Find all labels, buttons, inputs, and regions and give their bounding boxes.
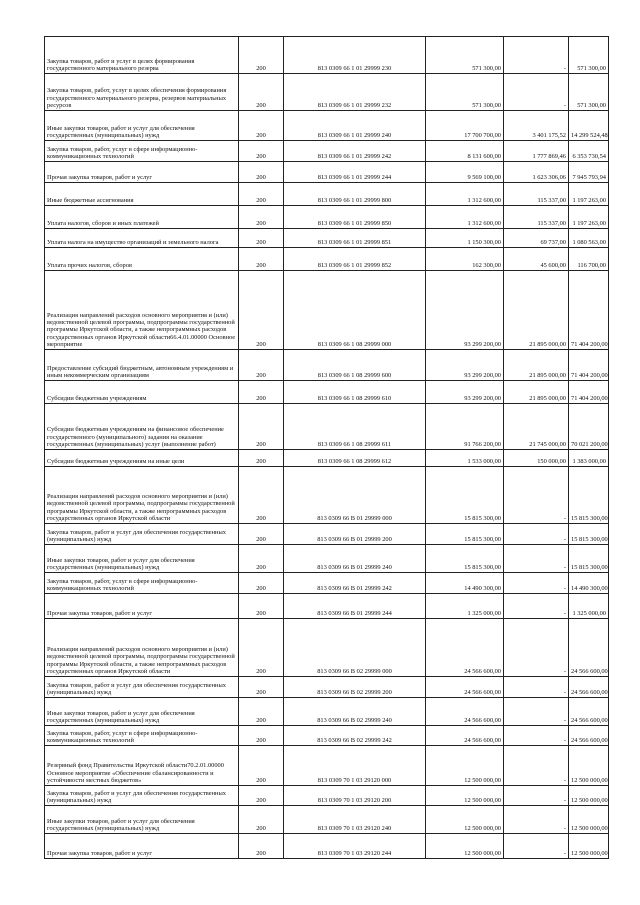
table-row: [45, 37, 609, 74]
cell-line-code: 200: [239, 350, 284, 381]
cell-approved-amount: 24 566 600,00: [426, 698, 504, 726]
cell-budget-code: 813 0309 66 1 08 29999 000: [284, 271, 426, 350]
cell-name: Резервный фонд Правительства Иркутской области70.2.01.00000 Основное мероприятие «Обеспечение сбалансированности и устойчивости местных бюджетов»: [45, 746, 239, 786]
table-row: [45, 619, 609, 677]
cell-name: Прочая закупка товаров, работ и услуг: [45, 162, 239, 183]
cell-budget-code: 813 0309 66 1 01 29999 244: [284, 162, 426, 183]
cell-remaining-amount: 14 490 300,00: [569, 573, 609, 594]
cell-executed-amount: 115 337,00: [504, 183, 569, 206]
table-row: [45, 524, 609, 545]
cell-line-code: 200: [239, 404, 284, 450]
cell-executed-amount: 21 895 000,00: [504, 350, 569, 381]
cell-name: Закупка товаров, работ и услуг для обеспечения государственных (муниципальных) нужд: [45, 786, 239, 806]
cell-budget-code: 813 0309 66 В 01 29999 200: [284, 524, 426, 545]
cell-approved-amount: 15 815 300,00: [426, 524, 504, 545]
cell-executed-amount: 3 401 175,52: [504, 111, 569, 141]
cell-remaining-amount: 15 815 300,00: [569, 545, 609, 573]
cell-remaining-amount: 15 815 300,00: [569, 524, 609, 545]
cell-line-code: 200: [239, 524, 284, 545]
cell-name: Реализация направлений расходов основного мероприятия и (или) ведомственной целевой программы, подпрограммы государственной программы Иркутской области, а также непрограммных расходов государственных органов Иркутской области66.4.01.00000 Основное мероприятие: [45, 271, 239, 350]
cell-name: Предоставление субсидий бюджетным, автономным учреждениям и иным некоммерческим организациям: [45, 350, 239, 381]
cell-executed-amount: -: [504, 74, 569, 111]
cell-line-code: 200: [239, 248, 284, 271]
cell-name: Уплата прочих налогов, сборов: [45, 248, 239, 271]
cell-name: Уплата налогов, сборов и иных платежей: [45, 206, 239, 229]
cell-budget-code: 813 0309 66 1 01 29999 852: [284, 248, 426, 271]
cell-name: Закупка товаров, работ и услуг для обеспечения государственных (муниципальных) нужд: [45, 677, 239, 698]
cell-remaining-amount: 1 383 000,00: [569, 450, 609, 467]
cell-line-code: 200: [239, 74, 284, 111]
cell-budget-code: 813 0309 66 1 08 29999 612: [284, 450, 426, 467]
cell-approved-amount: 1 150 300,00: [426, 229, 504, 248]
cell-approved-amount: 24 566 600,00: [426, 619, 504, 677]
cell-name: Прочая закупка товаров, работ и услуг: [45, 594, 239, 619]
cell-executed-amount: 21 895 000,00: [504, 271, 569, 350]
cell-budget-code: 813 0309 70 1 03 29120 000: [284, 746, 426, 786]
cell-executed-amount: 150 000,00: [504, 450, 569, 467]
cell-remaining-amount: 571 300,00: [569, 74, 609, 111]
cell-approved-amount: 571 300,00: [426, 74, 504, 111]
cell-executed-amount: -: [504, 786, 569, 806]
cell-remaining-amount: 24 566 600,00: [569, 619, 609, 677]
cell-name: Закупка товаров, работ и услуг для обеспечения государственных (муниципальных) нужд: [45, 524, 239, 545]
cell-name: Субсидии бюджетным учреждениям на иные цели: [45, 450, 239, 467]
table-row: [45, 806, 609, 834]
cell-approved-amount: 24 566 600,00: [426, 726, 504, 746]
cell-remaining-amount: 6 353 730,54: [569, 141, 609, 162]
cell-line-code: 200: [239, 141, 284, 162]
cell-approved-amount: 1 325 000,00: [426, 594, 504, 619]
cell-remaining-amount: 1 197 263,00: [569, 183, 609, 206]
cell-line-code: 200: [239, 594, 284, 619]
cell-name: Закупка товаров, работ, услуг в сфере информационно-коммуникационных технологий: [45, 573, 239, 594]
cell-budget-code: 813 0309 66 1 01 29999 851: [284, 229, 426, 248]
cell-executed-amount: -: [504, 619, 569, 677]
cell-executed-amount: -: [504, 834, 569, 859]
table-row: [45, 229, 609, 248]
cell-budget-code: 813 0309 66 1 01 29999 850: [284, 206, 426, 229]
cell-budget-code: 813 0309 66 1 08 29999 611: [284, 404, 426, 450]
table-row: [45, 183, 609, 206]
cell-approved-amount: 8 131 600,00: [426, 141, 504, 162]
table-row: [45, 450, 609, 467]
cell-remaining-amount: 1 197 263,00: [569, 206, 609, 229]
cell-executed-amount: -: [504, 726, 569, 746]
cell-name: Закупка товаров, работ и услуг в целях формирования государственного материального резерва: [45, 37, 239, 74]
cell-budget-code: 813 0309 66 В 01 29999 000: [284, 467, 426, 524]
cell-name: Субсидии бюджетным учреждениям на финансовое обеспечение государственного (муниципального) задания на оказание государственных (муниципальных) услуг (выполнение работ): [45, 404, 239, 450]
table-row: [45, 746, 609, 786]
cell-budget-code: 813 0309 66 В 02 29999 242: [284, 726, 426, 746]
cell-executed-amount: 1 777 869,46: [504, 141, 569, 162]
cell-name: Иные закупки товаров, работ и услуг для обеспечения государственных (муниципальных) нужд: [45, 806, 239, 834]
cell-line-code: 200: [239, 162, 284, 183]
cell-approved-amount: 93 299 200,00: [426, 381, 504, 404]
cell-approved-amount: 1 533 000,00: [426, 450, 504, 467]
table-row: [45, 786, 609, 806]
cell-remaining-amount: 15 815 300,00: [569, 467, 609, 524]
cell-name: Закупка товаров, работ, услуг в сфере информационно-коммуникационных технологий: [45, 726, 239, 746]
cell-name: Закупка товаров, работ, услуг в целях обеспечения формирования государственного материального резерва, резервов материальных ресурсов: [45, 74, 239, 111]
cell-remaining-amount: 116 700,00: [569, 248, 609, 271]
table-row: [45, 111, 609, 141]
cell-approved-amount: 12 500 000,00: [426, 806, 504, 834]
cell-remaining-amount: 70 021 200,00: [569, 404, 609, 450]
cell-executed-amount: 1 623 306,06: [504, 162, 569, 183]
cell-line-code: 200: [239, 619, 284, 677]
budget-table: [44, 36, 609, 859]
cell-budget-code: 813 0309 66 В 02 29999 240: [284, 698, 426, 726]
cell-budget-code: 813 0309 70 1 03 29120 240: [284, 806, 426, 834]
cell-name: Прочая закупка товаров, работ и услуг: [45, 834, 239, 859]
cell-line-code: 200: [239, 381, 284, 404]
cell-line-code: 200: [239, 834, 284, 859]
cell-remaining-amount: 71 404 200,00: [569, 381, 609, 404]
cell-name: Реализация направлений расходов основного мероприятия и (или) ведомственной целевой программы, подпрограммы государственной программы Иркутской области, а также непрограммных расходов государственных органов Иркутской области: [45, 467, 239, 524]
cell-line-code: 200: [239, 573, 284, 594]
cell-remaining-amount: 7 945 793,94: [569, 162, 609, 183]
table-row: [45, 834, 609, 859]
cell-line-code: 200: [239, 450, 284, 467]
table-row: [45, 698, 609, 726]
cell-name: Иные закупки товаров, работ и услуг для обеспечения государственных (муниципальных) нужд: [45, 111, 239, 141]
cell-approved-amount: 15 815 300,00: [426, 467, 504, 524]
cell-budget-code: 813 0309 66 1 01 29999 230: [284, 37, 426, 74]
cell-approved-amount: 12 500 000,00: [426, 746, 504, 786]
cell-executed-amount: 115 337,00: [504, 206, 569, 229]
cell-approved-amount: 1 312 600,00: [426, 206, 504, 229]
cell-approved-amount: 93 299 200,00: [426, 350, 504, 381]
cell-executed-amount: -: [504, 37, 569, 74]
cell-line-code: 200: [239, 806, 284, 834]
cell-line-code: 200: [239, 698, 284, 726]
cell-budget-code: 813 0309 66 1 01 29999 232: [284, 74, 426, 111]
cell-line-code: 200: [239, 467, 284, 524]
cell-remaining-amount: 12 500 000,00: [569, 834, 609, 859]
cell-remaining-amount: 571 300,00: [569, 37, 609, 74]
cell-executed-amount: -: [504, 545, 569, 573]
cell-remaining-amount: 71 404 200,00: [569, 350, 609, 381]
table-row: [45, 141, 609, 162]
cell-name: Иные бюджетные ассигнования: [45, 183, 239, 206]
cell-executed-amount: -: [504, 698, 569, 726]
cell-budget-code: 813 0309 66 В 01 29999 244: [284, 594, 426, 619]
cell-executed-amount: -: [504, 746, 569, 786]
cell-name: Реализация направлений расходов основного мероприятия и (или) ведомственной целевой программы, подпрограммы государственной программы Иркутской области, а также непрограммных расходов государственных органов Иркутской области: [45, 619, 239, 677]
cell-approved-amount: 12 500 000,00: [426, 786, 504, 806]
cell-remaining-amount: 1 325 000,00: [569, 594, 609, 619]
budget-table-body: [45, 37, 609, 859]
cell-remaining-amount: 12 500 000,00: [569, 786, 609, 806]
table-row: [45, 350, 609, 381]
table-row: [45, 545, 609, 573]
cell-executed-amount: 21 745 000,00: [504, 404, 569, 450]
cell-approved-amount: 93 299 200,00: [426, 271, 504, 350]
cell-approved-amount: 9 569 100,00: [426, 162, 504, 183]
cell-approved-amount: 1 312 600,00: [426, 183, 504, 206]
cell-budget-code: 813 0309 70 1 03 29120 244: [284, 834, 426, 859]
table-row: [45, 594, 609, 619]
cell-budget-code: 813 0309 66 1 01 29999 240: [284, 111, 426, 141]
cell-executed-amount: -: [504, 677, 569, 698]
cell-line-code: 200: [239, 677, 284, 698]
cell-executed-amount: -: [504, 524, 569, 545]
table-row: [45, 573, 609, 594]
cell-approved-amount: 17 700 700,00: [426, 111, 504, 141]
cell-remaining-amount: 12 500 000,00: [569, 806, 609, 834]
cell-budget-code: 813 0309 70 1 03 29120 200: [284, 786, 426, 806]
cell-executed-amount: 69 737,00: [504, 229, 569, 248]
cell-name: Иные закупки товаров, работ и услуг для обеспечения государственных (муниципальных) нужд: [45, 698, 239, 726]
cell-line-code: 200: [239, 37, 284, 74]
cell-executed-amount: -: [504, 467, 569, 524]
table-row: [45, 404, 609, 450]
cell-executed-amount: -: [504, 573, 569, 594]
cell-budget-code: 813 0309 66 1 01 29999 800: [284, 183, 426, 206]
cell-name: Субсидии бюджетным учреждениям: [45, 381, 239, 404]
cell-line-code: 200: [239, 229, 284, 248]
cell-budget-code: 813 0309 66 В 01 29999 240: [284, 545, 426, 573]
cell-remaining-amount: 1 080 563,00: [569, 229, 609, 248]
table-row: [45, 726, 609, 746]
cell-line-code: 200: [239, 111, 284, 141]
cell-budget-code: 813 0309 66 1 08 29999 600: [284, 350, 426, 381]
cell-remaining-amount: 12 500 000,00: [569, 746, 609, 786]
cell-approved-amount: 14 490 300,00: [426, 573, 504, 594]
cell-approved-amount: 12 500 000,00: [426, 834, 504, 859]
cell-budget-code: 813 0309 66 1 01 29999 242: [284, 141, 426, 162]
table-row: [45, 467, 609, 524]
cell-line-code: 200: [239, 545, 284, 573]
table-row: [45, 74, 609, 111]
cell-approved-amount: 15 815 300,00: [426, 545, 504, 573]
cell-remaining-amount: 24 566 600,00: [569, 698, 609, 726]
table-row: [45, 381, 609, 404]
cell-approved-amount: 91 766 200,00: [426, 404, 504, 450]
cell-executed-amount: 21 895 000,00: [504, 381, 569, 404]
cell-approved-amount: 162 300,00: [426, 248, 504, 271]
cell-name: Уплата налога на имущество организаций и земельного налога: [45, 229, 239, 248]
cell-line-code: 200: [239, 746, 284, 786]
cell-remaining-amount: 71 404 200,00: [569, 271, 609, 350]
cell-remaining-amount: 24 566 600,00: [569, 677, 609, 698]
cell-name: Иные закупки товаров, работ и услуг для обеспечения государственных (муниципальных) нужд: [45, 545, 239, 573]
cell-remaining-amount: 24 566 600,00: [569, 726, 609, 746]
cell-approved-amount: 571 300,00: [426, 37, 504, 74]
cell-name: Закупка товаров, работ, услуг в сфере информационно-коммуникационных технологий: [45, 141, 239, 162]
cell-executed-amount: 45 600,00: [504, 248, 569, 271]
cell-line-code: 200: [239, 206, 284, 229]
table-row: [45, 248, 609, 271]
cell-line-code: 200: [239, 271, 284, 350]
table-row: [45, 206, 609, 229]
cell-line-code: 200: [239, 726, 284, 746]
cell-approved-amount: 24 566 600,00: [426, 677, 504, 698]
cell-executed-amount: -: [504, 806, 569, 834]
cell-executed-amount: -: [504, 594, 569, 619]
table-row: [45, 271, 609, 350]
table-row: [45, 677, 609, 698]
cell-budget-code: 813 0309 66 1 08 29999 610: [284, 381, 426, 404]
budget-report-page: [44, 36, 608, 859]
cell-remaining-amount: 14 299 524,48: [569, 111, 609, 141]
cell-budget-code: 813 0309 66 В 02 29999 000: [284, 619, 426, 677]
cell-budget-code: 813 0309 66 В 02 29999 200: [284, 677, 426, 698]
cell-line-code: 200: [239, 786, 284, 806]
table-row: [45, 162, 609, 183]
cell-budget-code: 813 0309 66 В 01 29999 242: [284, 573, 426, 594]
cell-line-code: 200: [239, 183, 284, 206]
